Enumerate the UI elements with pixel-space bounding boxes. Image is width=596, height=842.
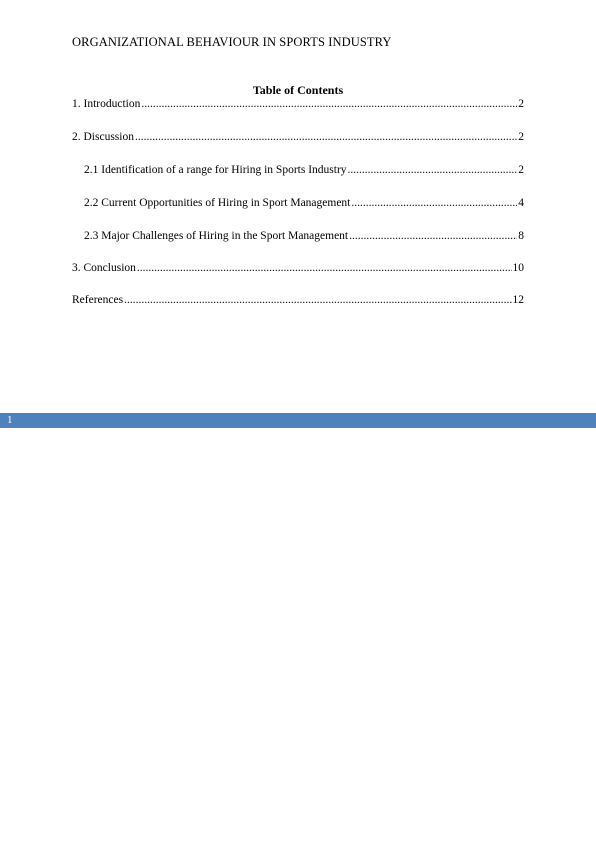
toc-entry-discussion[interactable] [72, 131, 524, 143]
toc-dot-leader [141, 98, 517, 110]
toc-entry-label: 2.1 Identification of a range for Hiring in Sports Industry [84, 164, 347, 176]
toc-entry-opportunities[interactable] [84, 197, 524, 209]
toc-entry-introduction[interactable] [72, 98, 524, 110]
toc-entry-label: 2.3 Major Challenges of Hiring in the Sport Management [84, 230, 349, 242]
toc-entry-label: References [72, 294, 124, 306]
toc-dot-leader [349, 230, 517, 242]
toc-entry-page: 2 [518, 131, 524, 143]
toc-title: Table of Contents [252, 83, 344, 97]
toc-entry-page: 4 [518, 197, 524, 209]
toc-dot-leader [348, 164, 518, 176]
toc-entry-label: 1. Introduction [72, 98, 141, 110]
toc-dot-leader [351, 197, 517, 209]
toc-entry-label: 2. Discussion [72, 131, 134, 143]
toc-entry-challenges[interactable] [84, 230, 524, 242]
toc-entry-label: 2.2 Current Opportunities of Hiring in Sport Management [84, 197, 351, 209]
footer-bar [0, 413, 596, 428]
toc-entry-label: 3. Conclusion [72, 262, 136, 274]
toc-entry-page: 2 [518, 164, 524, 176]
page-header: ORGANIZATIONAL BEHAVIOUR IN SPORTS INDUSTRY [72, 35, 392, 49]
footer-page-number: 1 [7, 414, 13, 426]
toc-entry-references[interactable] [72, 294, 524, 306]
toc-entry-page: 2 [518, 98, 524, 110]
toc-entry-page: 8 [518, 230, 524, 242]
toc-entry-conclusion[interactable] [72, 262, 524, 274]
toc-entry-page: 10 [512, 262, 524, 274]
toc-dot-leader [137, 262, 512, 274]
toc-dot-leader [124, 294, 511, 306]
toc-dot-leader [135, 131, 517, 143]
toc-entry-identification[interactable] [84, 164, 524, 176]
toc-entry-page: 12 [512, 294, 524, 306]
